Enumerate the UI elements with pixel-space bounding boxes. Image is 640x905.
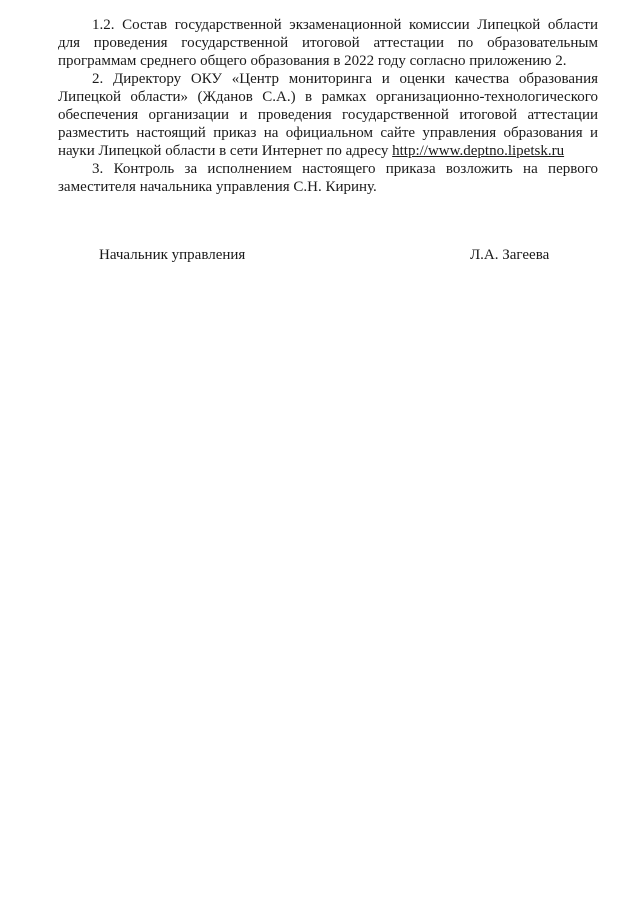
paragraph-2 [58, 70, 598, 160]
signature-title: Начальник управления [99, 247, 246, 263]
paragraph-2-text: 2. Директору ОКУ «Центр мониторинга и оценки качества образования Липецкой области» (Жданов С.А.) в рамках организационно-технологического обеспечения организации и проведения государственной итоговой аттестации разместить настоящий приказ на официальном сайте управления образования и науки Липецкой области в сети Интернет по адресу [58, 71, 598, 159]
website-link[interactable]: http://www.deptno.lipetsk.ru [392, 143, 565, 159]
paragraph-1-2: 1.2. Состав государственной экзаменационной комиссии Липецкой области для проведения государственной итоговой аттестации по образовательным программам среднего общего образования в 2022 году согласно приложению 2. [58, 17, 598, 69]
signature-name: Л.А. Загеева [470, 247, 550, 263]
paragraph-3: 3. Контроль за исполнением настоящего приказа возложить на первого заместителя начальника управления С.Н. Кирину. [58, 161, 598, 195]
document-body [58, 16, 598, 196]
